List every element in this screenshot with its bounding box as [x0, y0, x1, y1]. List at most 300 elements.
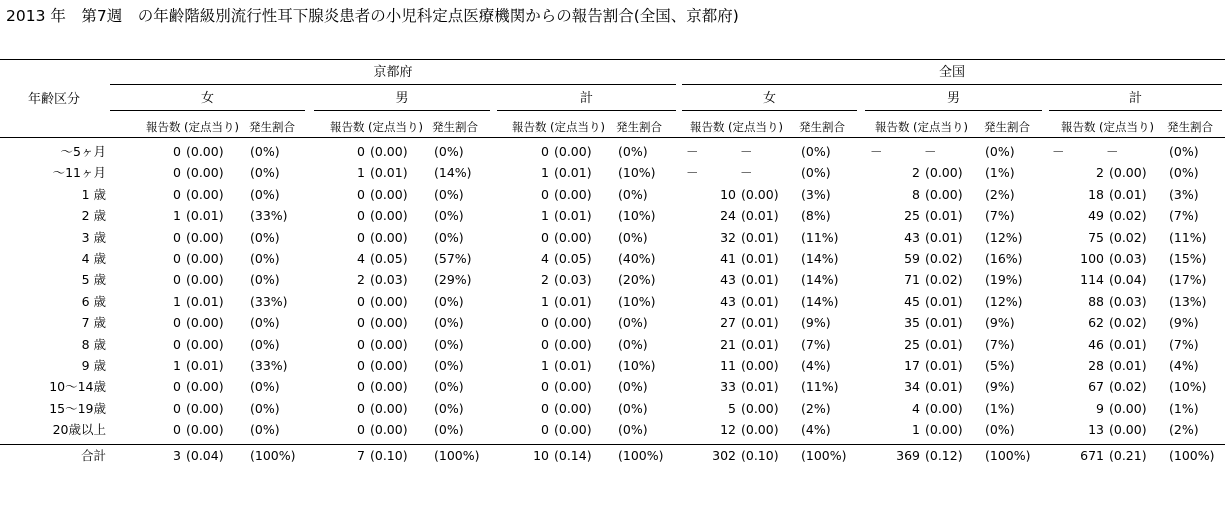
per-site-cell: (0.00): [1109, 401, 1147, 416]
rate-cell: (0%): [434, 358, 464, 373]
count-cell: 2: [541, 272, 549, 287]
rate-cell: (1%): [985, 165, 1015, 180]
per-site-cell: (0.00): [186, 165, 224, 180]
per-site-cell: (0.01): [741, 208, 779, 223]
rate-cell: (0%): [801, 144, 831, 159]
age-column-header: 年齢区分: [27, 92, 80, 107]
rate-cell: (3%): [801, 187, 831, 202]
rate-cell: (0%): [618, 144, 648, 159]
rate-cell: (0%): [250, 251, 280, 266]
per-site-cell: (0.00): [370, 294, 408, 309]
per-site-subheader: (定点当り): [368, 120, 423, 134]
count-cell: 114: [1080, 272, 1104, 287]
per-site-cell: (0.01): [925, 294, 963, 309]
count-cell: 13: [1088, 422, 1104, 437]
rate-cell: (0%): [618, 379, 648, 394]
rate-cell: (33%): [250, 294, 288, 309]
count-cell: 2: [1096, 165, 1104, 180]
sex-header: 男: [946, 91, 960, 106]
count-cell: 12: [720, 422, 736, 437]
rate-cell: (12%): [985, 230, 1023, 245]
count-cell: 0: [357, 401, 365, 416]
rate-cell: (0%): [250, 379, 280, 394]
per-site-cell: (0.00): [554, 401, 592, 416]
count-cell: 2: [357, 272, 365, 287]
sex-rule: [110, 110, 305, 111]
sex-header: 計: [1128, 91, 1142, 106]
rate-cell: (4%): [1169, 358, 1199, 373]
count-cell: 67: [1088, 379, 1104, 394]
rate-cell: (10%): [1169, 379, 1207, 394]
count-cell: 0: [173, 251, 181, 266]
per-site-cell: (0.00): [554, 187, 592, 202]
per-site-cell: (0.00): [1109, 165, 1147, 180]
count-cell: 0: [173, 187, 181, 202]
per-site-cell: (0.00): [370, 315, 408, 330]
rate-subheader: 発生割合: [616, 120, 662, 134]
count-subheader: 報告数: [330, 120, 365, 134]
per-site-cell: (0.01): [554, 165, 592, 180]
age-label: ～11ヶ月: [52, 165, 106, 180]
sex-header: 女: [200, 91, 214, 106]
per-site-cell: (0.03): [1109, 294, 1147, 309]
rate-cell: (0%): [250, 165, 280, 180]
per-site-cell: (0.01): [741, 294, 779, 309]
per-site-cell: (0.00): [925, 422, 963, 437]
per-site-cell: (0.01): [741, 251, 779, 266]
sex-rule: [865, 110, 1042, 111]
count-cell: 1: [173, 294, 181, 309]
count-cell: 17: [904, 358, 920, 373]
rate-cell: (0%): [434, 379, 464, 394]
rate-cell: (11%): [1169, 230, 1207, 245]
sex-rule: [497, 110, 676, 111]
rate-cell: (0%): [250, 315, 280, 330]
rate-cell: (0%): [618, 315, 648, 330]
sex-header: 計: [579, 91, 593, 106]
rate-cell: (7%): [1169, 337, 1199, 352]
rate-cell: (0%): [985, 144, 1015, 159]
count-cell: 0: [357, 379, 365, 394]
rate-cell: (7%): [1169, 208, 1199, 223]
per-site-cell: －: [1106, 144, 1119, 159]
age-label: 15～19歳: [49, 401, 106, 416]
rate-cell: (16%): [985, 251, 1023, 266]
count-cell: 1: [173, 208, 181, 223]
table-top-rule: [0, 59, 1225, 60]
count-cell: 75: [1088, 230, 1104, 245]
age-label: 6 歳: [81, 294, 106, 309]
per-site-cell: (0.01): [741, 337, 779, 352]
count-subheader: 報告数: [1061, 120, 1096, 134]
per-site-cell: (0.10): [741, 448, 779, 463]
rate-cell: (2%): [801, 401, 831, 416]
count-cell: 0: [357, 144, 365, 159]
per-site-cell: (0.00): [370, 379, 408, 394]
count-cell: 21: [720, 337, 736, 352]
age-label: 5 歳: [81, 272, 106, 287]
per-site-cell: (0.04): [186, 448, 224, 463]
count-cell: 1: [912, 422, 920, 437]
count-cell: 43: [720, 272, 736, 287]
rate-cell: (10%): [618, 358, 656, 373]
rate-cell: (14%): [801, 294, 839, 309]
count-cell: 0: [357, 358, 365, 373]
rate-cell: (14%): [801, 251, 839, 266]
rate-cell: (9%): [985, 315, 1015, 330]
per-site-cell: (0.21): [1109, 448, 1147, 463]
rate-cell: (0%): [250, 401, 280, 416]
count-cell: 3: [173, 448, 181, 463]
rate-cell: (0%): [618, 401, 648, 416]
count-cell: 0: [173, 401, 181, 416]
rate-cell: (100%): [801, 448, 847, 463]
rate-subheader: 発生割合: [1167, 120, 1213, 134]
per-site-cell: (0.01): [925, 337, 963, 352]
age-label: 4 歳: [81, 251, 106, 266]
count-cell: 9: [1096, 401, 1104, 416]
rate-cell: (0%): [250, 422, 280, 437]
rate-cell: (15%): [1169, 251, 1207, 266]
rate-cell: (9%): [985, 379, 1015, 394]
rate-cell: (0%): [1169, 165, 1199, 180]
per-site-cell: (0.03): [554, 272, 592, 287]
rate-subheader: 発生割合: [249, 120, 295, 134]
rate-cell: (0%): [618, 230, 648, 245]
region-header-national: 全国: [938, 65, 965, 80]
per-site-cell: (0.00): [186, 379, 224, 394]
rate-cell: (29%): [434, 272, 472, 287]
per-site-cell: (0.14): [554, 448, 592, 463]
per-site-cell: (0.01): [925, 358, 963, 373]
per-site-cell: (0.01): [186, 358, 224, 373]
rate-cell: (17%): [1169, 272, 1207, 287]
count-cell: 24: [720, 208, 736, 223]
per-site-cell: (0.00): [925, 165, 963, 180]
count-cell: 0: [173, 230, 181, 245]
per-site-cell: (0.00): [370, 208, 408, 223]
count-cell: 27: [720, 315, 736, 330]
per-site-cell: (0.01): [925, 315, 963, 330]
per-site-cell: (0.00): [554, 315, 592, 330]
per-site-cell: (0.01): [1109, 187, 1147, 202]
count-subheader: 報告数: [875, 120, 910, 134]
rate-cell: (7%): [985, 337, 1015, 352]
count-cell: 0: [173, 272, 181, 287]
header-bottom-rule: [0, 137, 1225, 138]
rate-cell: (2%): [985, 187, 1015, 202]
rate-cell: (0%): [434, 144, 464, 159]
count-cell: 1: [541, 294, 549, 309]
count-cell: 0: [541, 144, 549, 159]
per-site-cell: (0.00): [370, 358, 408, 373]
rate-cell: (0%): [434, 187, 464, 202]
per-site-cell: (0.01): [741, 272, 779, 287]
count-cell: 0: [357, 187, 365, 202]
per-site-cell: (0.02): [925, 272, 963, 287]
rate-cell: (9%): [801, 315, 831, 330]
count-cell: 0: [357, 315, 365, 330]
rate-cell: (0%): [434, 337, 464, 352]
rate-cell: (100%): [1169, 448, 1215, 463]
rate-cell: (1%): [1169, 401, 1199, 416]
count-cell: －: [1052, 144, 1065, 159]
count-cell: －: [686, 144, 699, 159]
per-site-cell: (0.02): [1109, 379, 1147, 394]
per-site-cell: (0.12): [925, 448, 963, 463]
per-site-subheader: (定点当り): [184, 120, 239, 134]
rate-cell: (4%): [801, 422, 831, 437]
rate-cell: (0%): [434, 294, 464, 309]
count-cell: 71: [904, 272, 920, 287]
count-cell: 2: [912, 165, 920, 180]
per-site-cell: (0.00): [554, 230, 592, 245]
per-site-cell: (0.02): [925, 251, 963, 266]
rate-cell: (100%): [250, 448, 296, 463]
count-cell: 7: [357, 448, 365, 463]
rate-cell: (0%): [434, 230, 464, 245]
count-cell: 0: [173, 422, 181, 437]
rate-cell: (0%): [1169, 144, 1199, 159]
count-cell: 49: [1088, 208, 1104, 223]
per-site-cell: (0.00): [741, 401, 779, 416]
age-label: 9 歳: [81, 358, 106, 373]
rate-cell: (0%): [434, 315, 464, 330]
count-cell: 0: [173, 165, 181, 180]
count-cell: 671: [1080, 448, 1104, 463]
count-cell: 1: [541, 208, 549, 223]
per-site-cell: (0.00): [370, 230, 408, 245]
rate-cell: (0%): [250, 230, 280, 245]
count-cell: 35: [904, 315, 920, 330]
region-rule-kyoto: [110, 84, 676, 85]
per-site-cell: (0.00): [370, 144, 408, 159]
per-site-cell: (0.02): [1109, 315, 1147, 330]
per-site-cell: －: [924, 144, 937, 159]
per-site-cell: (0.00): [186, 251, 224, 266]
age-label: 20歳以上: [52, 422, 106, 437]
count-cell: 0: [357, 422, 365, 437]
rate-cell: (11%): [801, 230, 839, 245]
count-cell: 43: [904, 230, 920, 245]
count-subheader: 報告数: [690, 120, 725, 134]
count-cell: 0: [541, 187, 549, 202]
count-cell: 59: [904, 251, 920, 266]
rate-cell: (13%): [1169, 294, 1207, 309]
per-site-cell: (0.00): [554, 379, 592, 394]
per-site-cell: (0.01): [554, 208, 592, 223]
count-cell: 0: [357, 230, 365, 245]
rate-cell: (0%): [250, 272, 280, 287]
rate-cell: (33%): [250, 208, 288, 223]
count-cell: 28: [1088, 358, 1104, 373]
count-subheader: 報告数: [146, 120, 181, 134]
per-site-cell: (0.00): [741, 187, 779, 202]
rate-cell: (8%): [801, 208, 831, 223]
rate-subheader: 発生割合: [984, 120, 1030, 134]
count-cell: 0: [541, 401, 549, 416]
rate-cell: (0%): [250, 187, 280, 202]
count-cell: 4: [912, 401, 920, 416]
count-subheader: 報告数: [512, 120, 547, 134]
count-cell: 41: [720, 251, 736, 266]
per-site-cell: (0.01): [925, 208, 963, 223]
per-site-cell: (0.00): [925, 187, 963, 202]
per-site-subheader: (定点当り): [913, 120, 968, 134]
rate-cell: (5%): [985, 358, 1015, 373]
rate-cell: (0%): [801, 165, 831, 180]
per-site-cell: (0.00): [370, 401, 408, 416]
rate-cell: (0%): [434, 208, 464, 223]
count-cell: 0: [357, 208, 365, 223]
rate-cell: (0%): [985, 422, 1015, 437]
count-cell: －: [686, 165, 699, 180]
per-site-cell: (0.00): [741, 358, 779, 373]
rate-cell: (11%): [801, 379, 839, 394]
per-site-cell: (0.00): [186, 144, 224, 159]
age-label: 1 歳: [81, 187, 106, 202]
count-cell: 62: [1088, 315, 1104, 330]
count-cell: 1: [173, 358, 181, 373]
rate-cell: (12%): [985, 294, 1023, 309]
count-cell: 46: [1088, 337, 1104, 352]
count-cell: 0: [173, 337, 181, 352]
rate-cell: (0%): [434, 401, 464, 416]
count-cell: 100: [1080, 251, 1104, 266]
per-site-cell: (0.01): [741, 379, 779, 394]
count-cell: 8: [912, 187, 920, 202]
rate-cell: (0%): [250, 144, 280, 159]
count-cell: 43: [720, 294, 736, 309]
rate-subheader: 発生割合: [432, 120, 478, 134]
per-site-cell: (0.00): [370, 187, 408, 202]
rate-cell: (4%): [801, 358, 831, 373]
per-site-cell: (0.01): [554, 358, 592, 373]
rate-cell: (0%): [618, 337, 648, 352]
count-cell: 4: [541, 251, 549, 266]
per-site-cell: (0.01): [1109, 337, 1147, 352]
age-label: 8 歳: [81, 337, 106, 352]
count-cell: 0: [357, 337, 365, 352]
count-cell: 0: [541, 315, 549, 330]
rate-subheader: 発生割合: [799, 120, 845, 134]
rate-cell: (20%): [618, 272, 656, 287]
count-cell: 88: [1088, 294, 1104, 309]
age-label: ～5ヶ月: [60, 144, 106, 159]
per-site-cell: (0.00): [370, 422, 408, 437]
per-site-cell: (0.01): [741, 315, 779, 330]
rate-cell: (1%): [985, 401, 1015, 416]
per-site-cell: (0.01): [186, 208, 224, 223]
rate-cell: (2%): [1169, 422, 1199, 437]
count-cell: 369: [896, 448, 920, 463]
rate-cell: (33%): [250, 358, 288, 373]
count-cell: 0: [173, 315, 181, 330]
per-site-cell: (0.00): [186, 187, 224, 202]
count-cell: 5: [728, 401, 736, 416]
per-site-cell: (0.00): [186, 337, 224, 352]
sex-header: 女: [762, 91, 776, 106]
age-label: 合計: [80, 448, 106, 463]
rate-cell: (0%): [618, 422, 648, 437]
age-label: 2 歳: [81, 208, 106, 223]
count-cell: 10: [533, 448, 549, 463]
rate-cell: (9%): [1169, 315, 1199, 330]
sex-rule: [314, 110, 490, 111]
sex-rule: [682, 110, 857, 111]
region-header-kyoto: 京都府: [373, 65, 413, 80]
rate-cell: (57%): [434, 251, 472, 266]
per-site-subheader: (定点当り): [728, 120, 783, 134]
per-site-cell: (0.01): [741, 230, 779, 245]
rate-cell: (14%): [801, 272, 839, 287]
per-site-cell: (0.02): [1109, 230, 1147, 245]
per-site-cell: (0.00): [186, 422, 224, 437]
per-site-cell: (0.00): [186, 315, 224, 330]
rate-cell: (10%): [618, 208, 656, 223]
rate-cell: (14%): [434, 165, 472, 180]
per-site-subheader: (定点当り): [1099, 120, 1154, 134]
rate-cell: (100%): [434, 448, 480, 463]
per-site-cell: (0.01): [554, 294, 592, 309]
per-site-cell: (0.01): [925, 379, 963, 394]
per-site-cell: (0.00): [186, 272, 224, 287]
per-site-cell: (0.00): [1109, 422, 1147, 437]
page-title: 2013 年 第7週 の年齢階級別流行性耳下腺炎患者の小児科定点医療機関からの報告割合(全国、京都府): [6, 7, 739, 25]
count-cell: 0: [541, 422, 549, 437]
count-cell: 34: [904, 379, 920, 394]
count-cell: 33: [720, 379, 736, 394]
rate-cell: (0%): [250, 337, 280, 352]
per-site-cell: (0.04): [1109, 272, 1147, 287]
rate-cell: (0%): [618, 187, 648, 202]
per-site-subheader: (定点当り): [550, 120, 605, 134]
age-label: 10～14歳: [49, 379, 106, 394]
count-cell: 45: [904, 294, 920, 309]
rate-cell: (10%): [618, 294, 656, 309]
count-cell: 32: [720, 230, 736, 245]
count-cell: 302: [712, 448, 736, 463]
count-cell: －: [870, 144, 883, 159]
count-cell: 0: [541, 230, 549, 245]
per-site-cell: (0.00): [186, 401, 224, 416]
sex-rule: [1049, 110, 1222, 111]
count-cell: 25: [904, 337, 920, 352]
count-cell: 10: [720, 187, 736, 202]
per-site-cell: (0.00): [186, 230, 224, 245]
count-cell: 1: [541, 358, 549, 373]
per-site-cell: (0.00): [925, 401, 963, 416]
per-site-cell: (0.02): [1109, 208, 1147, 223]
region-rule-national: [682, 84, 1222, 85]
sex-header: 男: [395, 91, 409, 106]
per-site-cell: －: [740, 144, 753, 159]
count-cell: 0: [541, 337, 549, 352]
per-site-cell: (0.03): [370, 272, 408, 287]
rate-cell: (7%): [985, 208, 1015, 223]
per-site-cell: (0.01): [186, 294, 224, 309]
rate-cell: (10%): [618, 165, 656, 180]
per-site-cell: (0.05): [370, 251, 408, 266]
per-site-cell: (0.01): [370, 165, 408, 180]
total-rule: [0, 444, 1225, 445]
count-cell: 1: [357, 165, 365, 180]
age-label: 7 歳: [81, 315, 106, 330]
per-site-cell: (0.00): [554, 422, 592, 437]
per-site-cell: －: [740, 165, 753, 180]
age-label: 3 歳: [81, 230, 106, 245]
rate-cell: (19%): [985, 272, 1023, 287]
